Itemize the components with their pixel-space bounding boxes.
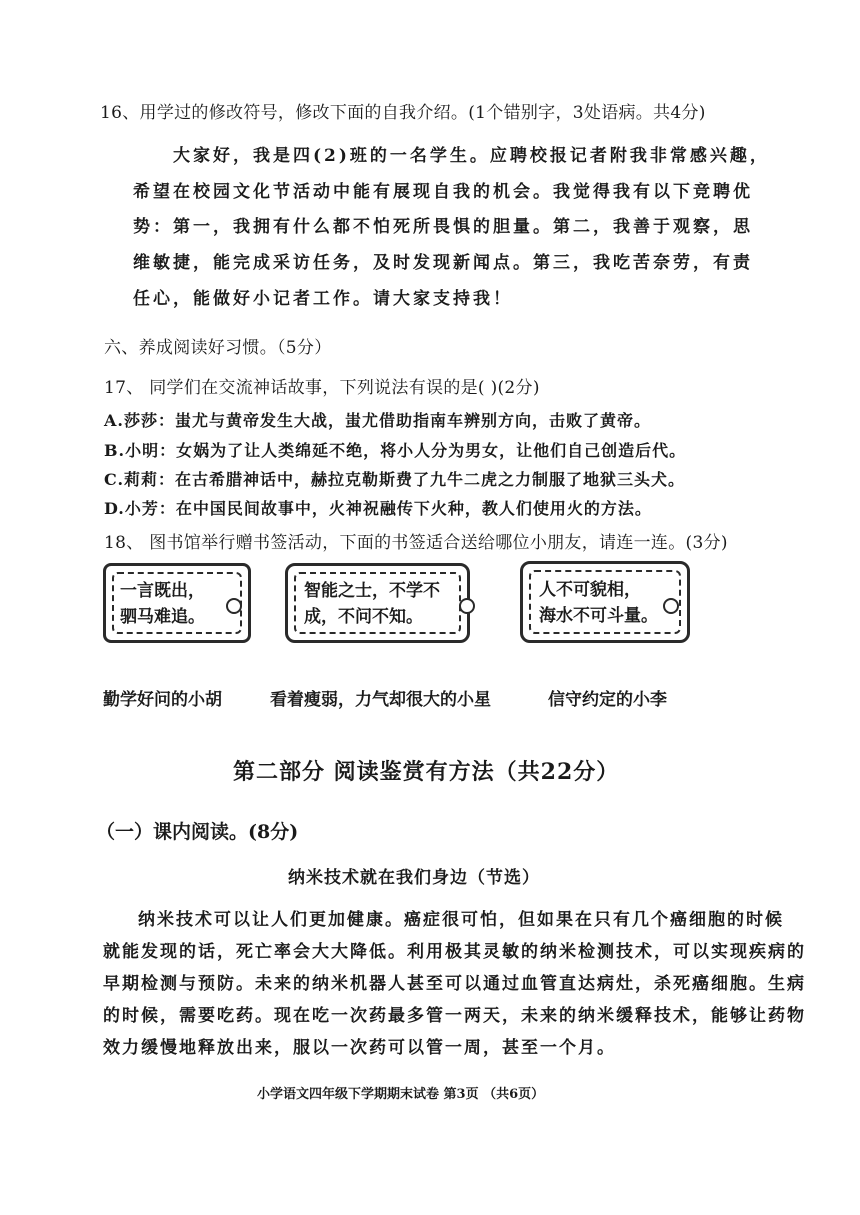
article-line: 就能发现的话，死亡率会大大降低。利用极其灵敏的纳米检测技术，可以实现疾病的	[103, 942, 806, 962]
passage-line: 维敏捷，能完成采访任务，及时发现新闻点。第三，我吃苦奈劳，有责	[133, 253, 753, 273]
reading-section-title: （一）课内阅读。(8分)	[96, 821, 299, 843]
bookmark-hole	[663, 598, 679, 614]
part2-title: 第二部分 阅读鉴赏有方法（共22分）	[233, 759, 620, 785]
kid-2: 看着瘦弱，力气却很大的小星	[270, 690, 491, 710]
article-line: 纳米技术可以让人们更加健康。癌症很可怕，但如果在只有几个癌细胞的时候	[138, 910, 784, 930]
bookmark-hole	[226, 598, 242, 614]
section6-title: 六、养成阅读好习惯。（5分）	[104, 338, 332, 358]
bookmark-2-text: 智能之士，不学不 成，不问不知。	[304, 581, 440, 627]
kid-1: 勤学好问的小胡	[103, 690, 222, 710]
passage-line: 任心，能做好小记者工作。请大家支持我！	[133, 289, 513, 309]
page-footer: 小学语文四年级下学期期末试卷 第3页 （共6页）	[257, 1087, 545, 1102]
passage-line: 大家好，我是四(2)班的一名学生。应聘校报记者附我非常感兴趣，	[173, 146, 770, 166]
option-b: B.小明：女娲为了让人类绵延不绝，将小人分为男女，让他们自己创造后代。	[104, 441, 687, 460]
article-title: 纳米技术就在我们身边（节选）	[288, 868, 540, 888]
article-line: 的时候，需要吃药。现在吃一次药最多管一两天，未来的纳米缓释技术，能够让药物	[103, 1006, 806, 1026]
option-a: A.莎莎：蚩尤与黄帝发生大战，蚩尤借助指南车辨别方向，击败了黄帝。	[104, 411, 651, 430]
q16-title: 16、用学过的修改符号，修改下面的自我介绍。(1个错别字，3处语病。共4分)	[100, 103, 706, 123]
option-c: C.莉莉：在古希腊神话中，赫拉克勒斯费了九牛二虎之力制服了地狱三头犬。	[104, 470, 686, 489]
q18-title: 18、 图书馆举行赠书签活动，下面的书签适合送给哪位小朋友，请连一连。(3分)	[104, 533, 728, 553]
bookmark-3-text: 人不可貌相， 海水不可斗量。	[539, 580, 658, 626]
kid-3: 信守约定的小李	[548, 690, 667, 710]
bookmark-1-text: 一言既出， 驷马难追。	[120, 581, 205, 627]
passage-line: 希望在校园文化节活动中能有展现自我的机会。我觉得我有以下竞聘优	[133, 182, 753, 202]
bookmark-1	[103, 563, 251, 643]
option-d: D.小芳：在中国民间故事中，火神祝融传下火种，教人们使用火的方法。	[104, 499, 652, 518]
bookmark-3	[520, 561, 690, 643]
article-line: 早期检测与预防。未来的纳米机器人甚至可以通过血管直达病灶，杀死癌细胞。生病	[103, 974, 806, 994]
passage-line: 势：第一，我拥有什么都不怕死所畏惧的胆量。第二，我善于观察，思	[133, 217, 753, 237]
q17-title: 17、 同学们在交流神话故事，下列说法有误的是( )(2分)	[104, 378, 540, 398]
bookmark-hole	[459, 598, 475, 614]
bookmark-2	[285, 563, 470, 643]
article-line: 效力缓慢地释放出来，服以一次药可以管一周，甚至一个月。	[103, 1038, 616, 1058]
